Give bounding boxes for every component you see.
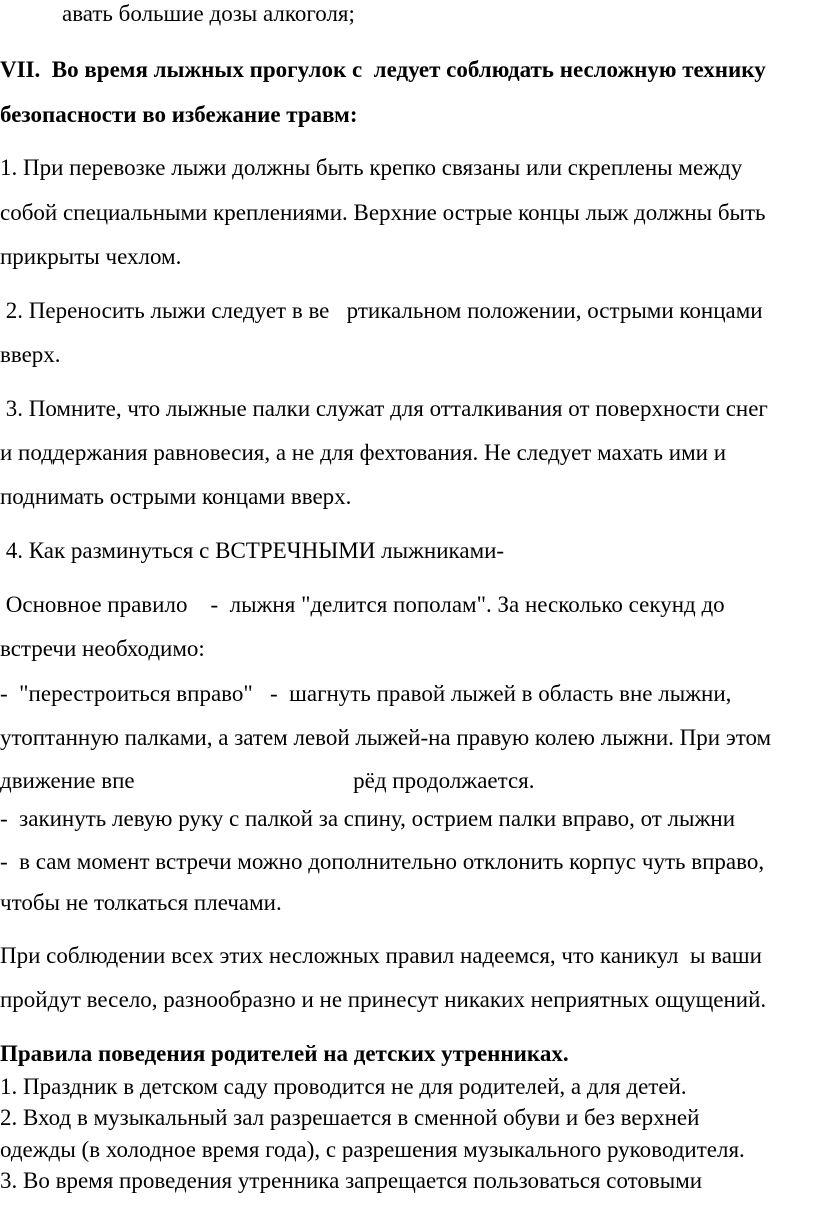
section-heading-parents-rules: Правила поведения родителей на детских утренниках. — [0, 1041, 569, 1066]
main-rule-line: встречи необходимо: — [0, 636, 205, 661]
rule-1-line: прикрыты чехлом. — [0, 244, 182, 269]
parents-rule-line: 3. Во время проведения утренника запрещается пользоваться сотовыми — [0, 1168, 703, 1193]
parents-rule-line: одежды (в холодное время года), с разрешения музыкального руководителя. — [0, 1137, 745, 1162]
closing-line: пройдут весело, разнообразно и не принесут никаких неприятных ощущений. — [0, 987, 767, 1012]
main-rule-line: Основное правило - лыжня "делится пополам". За несколько секунд до — [0, 592, 725, 617]
section-heading-ski-safety: VII. Во время лыжных прогулок с ледует соблюдать несложную технику — [0, 57, 766, 82]
step-line: - "перестроиться вправо" - шагнуть правой лыжей в область вне лыжни, — [0, 681, 732, 706]
parents-rule-line: 2. Вход в музыкальный зал разрешается в сменной обуви и без верхней — [0, 1105, 700, 1130]
rule-2-line: 2. Переносить лыжи следует в ве ртикальном положении, острыми концами — [0, 298, 763, 323]
step-line: утоптанную палками, а затем левой лыжей-на правую колею лыжни. При этом — [0, 725, 772, 750]
parents-rule-line: 1. Праздник в детском саду проводится не для родителей, а для детей. — [0, 1074, 687, 1099]
step-line: - в сам момент встречи можно дополнительно отклонить корпус чуть вправо, — [0, 849, 765, 874]
step-line: чтобы не толкаться плечами. — [0, 890, 282, 915]
rule-3-line: поднимать острыми концами вверх. — [0, 484, 352, 509]
closing-line: При соблюдении всех этих несложных правил надеемся, что каникул ы ваши — [0, 943, 762, 968]
rule-3-line: 3. Помните, что лыжные палки служат для отталкивания от поверхности снег — [0, 396, 768, 421]
section-heading-ski-safety-cont: безопасности во избежание травм: — [0, 102, 358, 127]
rule-4-line: 4. Как разминуться с ВСТРЕЧНЫМИ лыжниками- — [0, 538, 505, 563]
rule-3-line: и поддержания равновесия, а не для фехтования. Не следует махать ими и — [0, 440, 727, 465]
rule-1-line: собой специальными креплениями. Верхние острые концы лыж должны быть — [0, 200, 766, 225]
rule-2-line: вверх. — [0, 342, 61, 367]
step-line: - закинуть левую руку с палкой за спину, острием палки вправо, от лыжни — [0, 806, 736, 831]
rule-1-line: 1. При перевозке лыжи должны быть крепко связаны или скреплены между — [0, 155, 743, 180]
step-line: движение впе рёд продолжается. — [0, 768, 535, 793]
text-line: авать большие дозы алкоголя; — [62, 1, 355, 26]
